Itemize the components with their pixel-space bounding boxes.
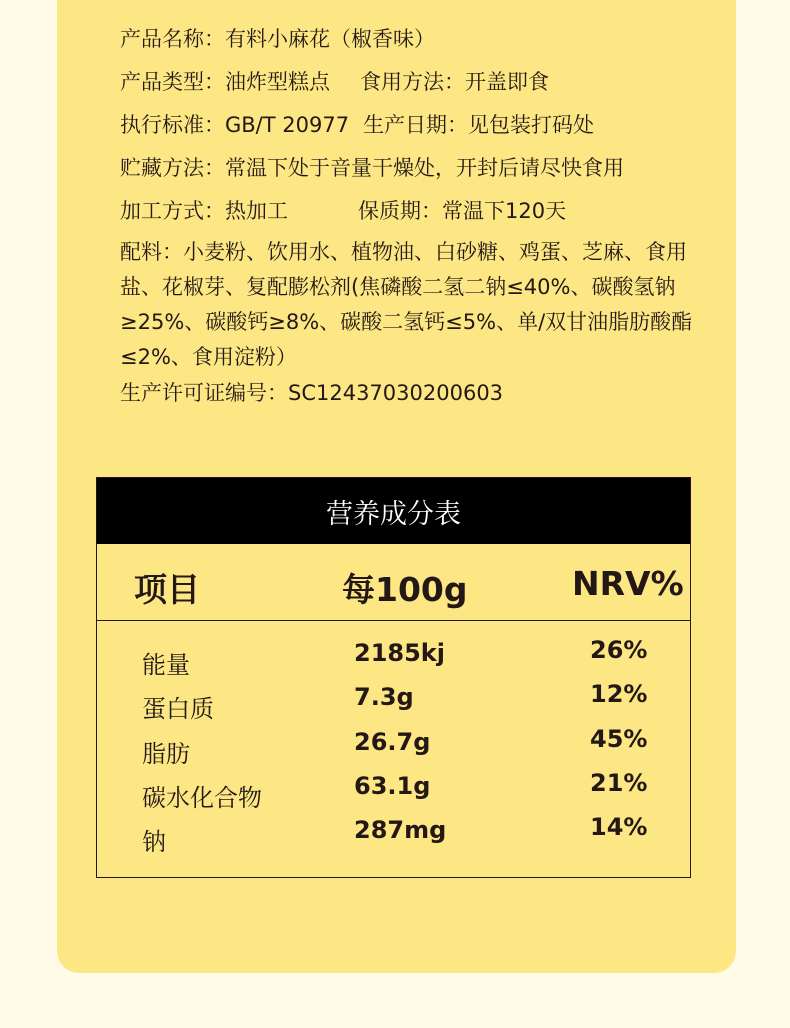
product-name: 产品名称：有料小麻花（椒香味） [120, 27, 435, 51]
table-row [97, 725, 690, 774]
nutrient-nrv: 14% [590, 813, 648, 841]
table-row [97, 636, 690, 685]
nutrient-value: 26.7g [354, 728, 431, 756]
nutrition-table [96, 477, 691, 878]
product-info [120, 18, 720, 411]
nutrient-nrv: 12% [590, 680, 648, 708]
license: 生产许可证编号：SC12437030200603 [120, 381, 504, 405]
nutrient-name: 蛋白质 [142, 695, 214, 723]
nutrition-title: 营养成分表 [97, 478, 690, 544]
table-row [97, 813, 690, 862]
eating-method: 食用方法：开盖即食 [360, 70, 549, 94]
nutrient-name: 碳水化合物 [142, 784, 262, 812]
nutrient-value: 7.3g [354, 683, 414, 711]
shelf-life: 保质期：常温下120天 [358, 199, 567, 223]
processing-shelf-row [120, 190, 720, 233]
type-method-row [120, 61, 720, 104]
nutrition-header [97, 544, 690, 621]
standard-date-row [120, 104, 720, 147]
header-nrv: NRV% [572, 564, 684, 603]
storage: 贮藏方法：常温下处于音量干燥处，开封后请尽快食用 [120, 156, 624, 180]
header-per: 每100g [342, 570, 468, 609]
processing: 加工方式：热加工 [120, 199, 288, 223]
nutrient-nrv: 21% [590, 769, 648, 797]
nutrient-name: 脂肪 [142, 740, 190, 768]
nutrient-nrv: 45% [590, 725, 648, 753]
ingredients: 配料：小麦粉、饮用水、植物油、白砂糖、鸡蛋、芝麻、食用盐、花椒芽、复配膨松剂(焦磷酸二氢二钠≤40%、碳酸氢钠≥25%、碳酸钙≥8%、碳酸二氢钙≤5%、单/双甘油脂肪酸酯≤2%、食用淀粉） [120, 240, 693, 369]
nutrient-value: 63.1g [354, 772, 431, 800]
table-row [97, 680, 690, 729]
nutrient-nrv: 26% [590, 636, 648, 664]
nutrient-name: 能量 [142, 651, 190, 679]
table-row [97, 769, 690, 818]
nutrient-value: 287mg [354, 816, 447, 844]
standard: 执行标准：GB/T 20977 [120, 113, 350, 137]
product-type: 产品类型：油炸型糕点 [120, 70, 330, 94]
nutrient-name: 钠 [142, 828, 166, 856]
production-date: 生产日期：见包装打码处 [363, 113, 595, 137]
header-item: 项目 [134, 570, 200, 609]
nutrient-value: 2185kj [354, 639, 445, 667]
